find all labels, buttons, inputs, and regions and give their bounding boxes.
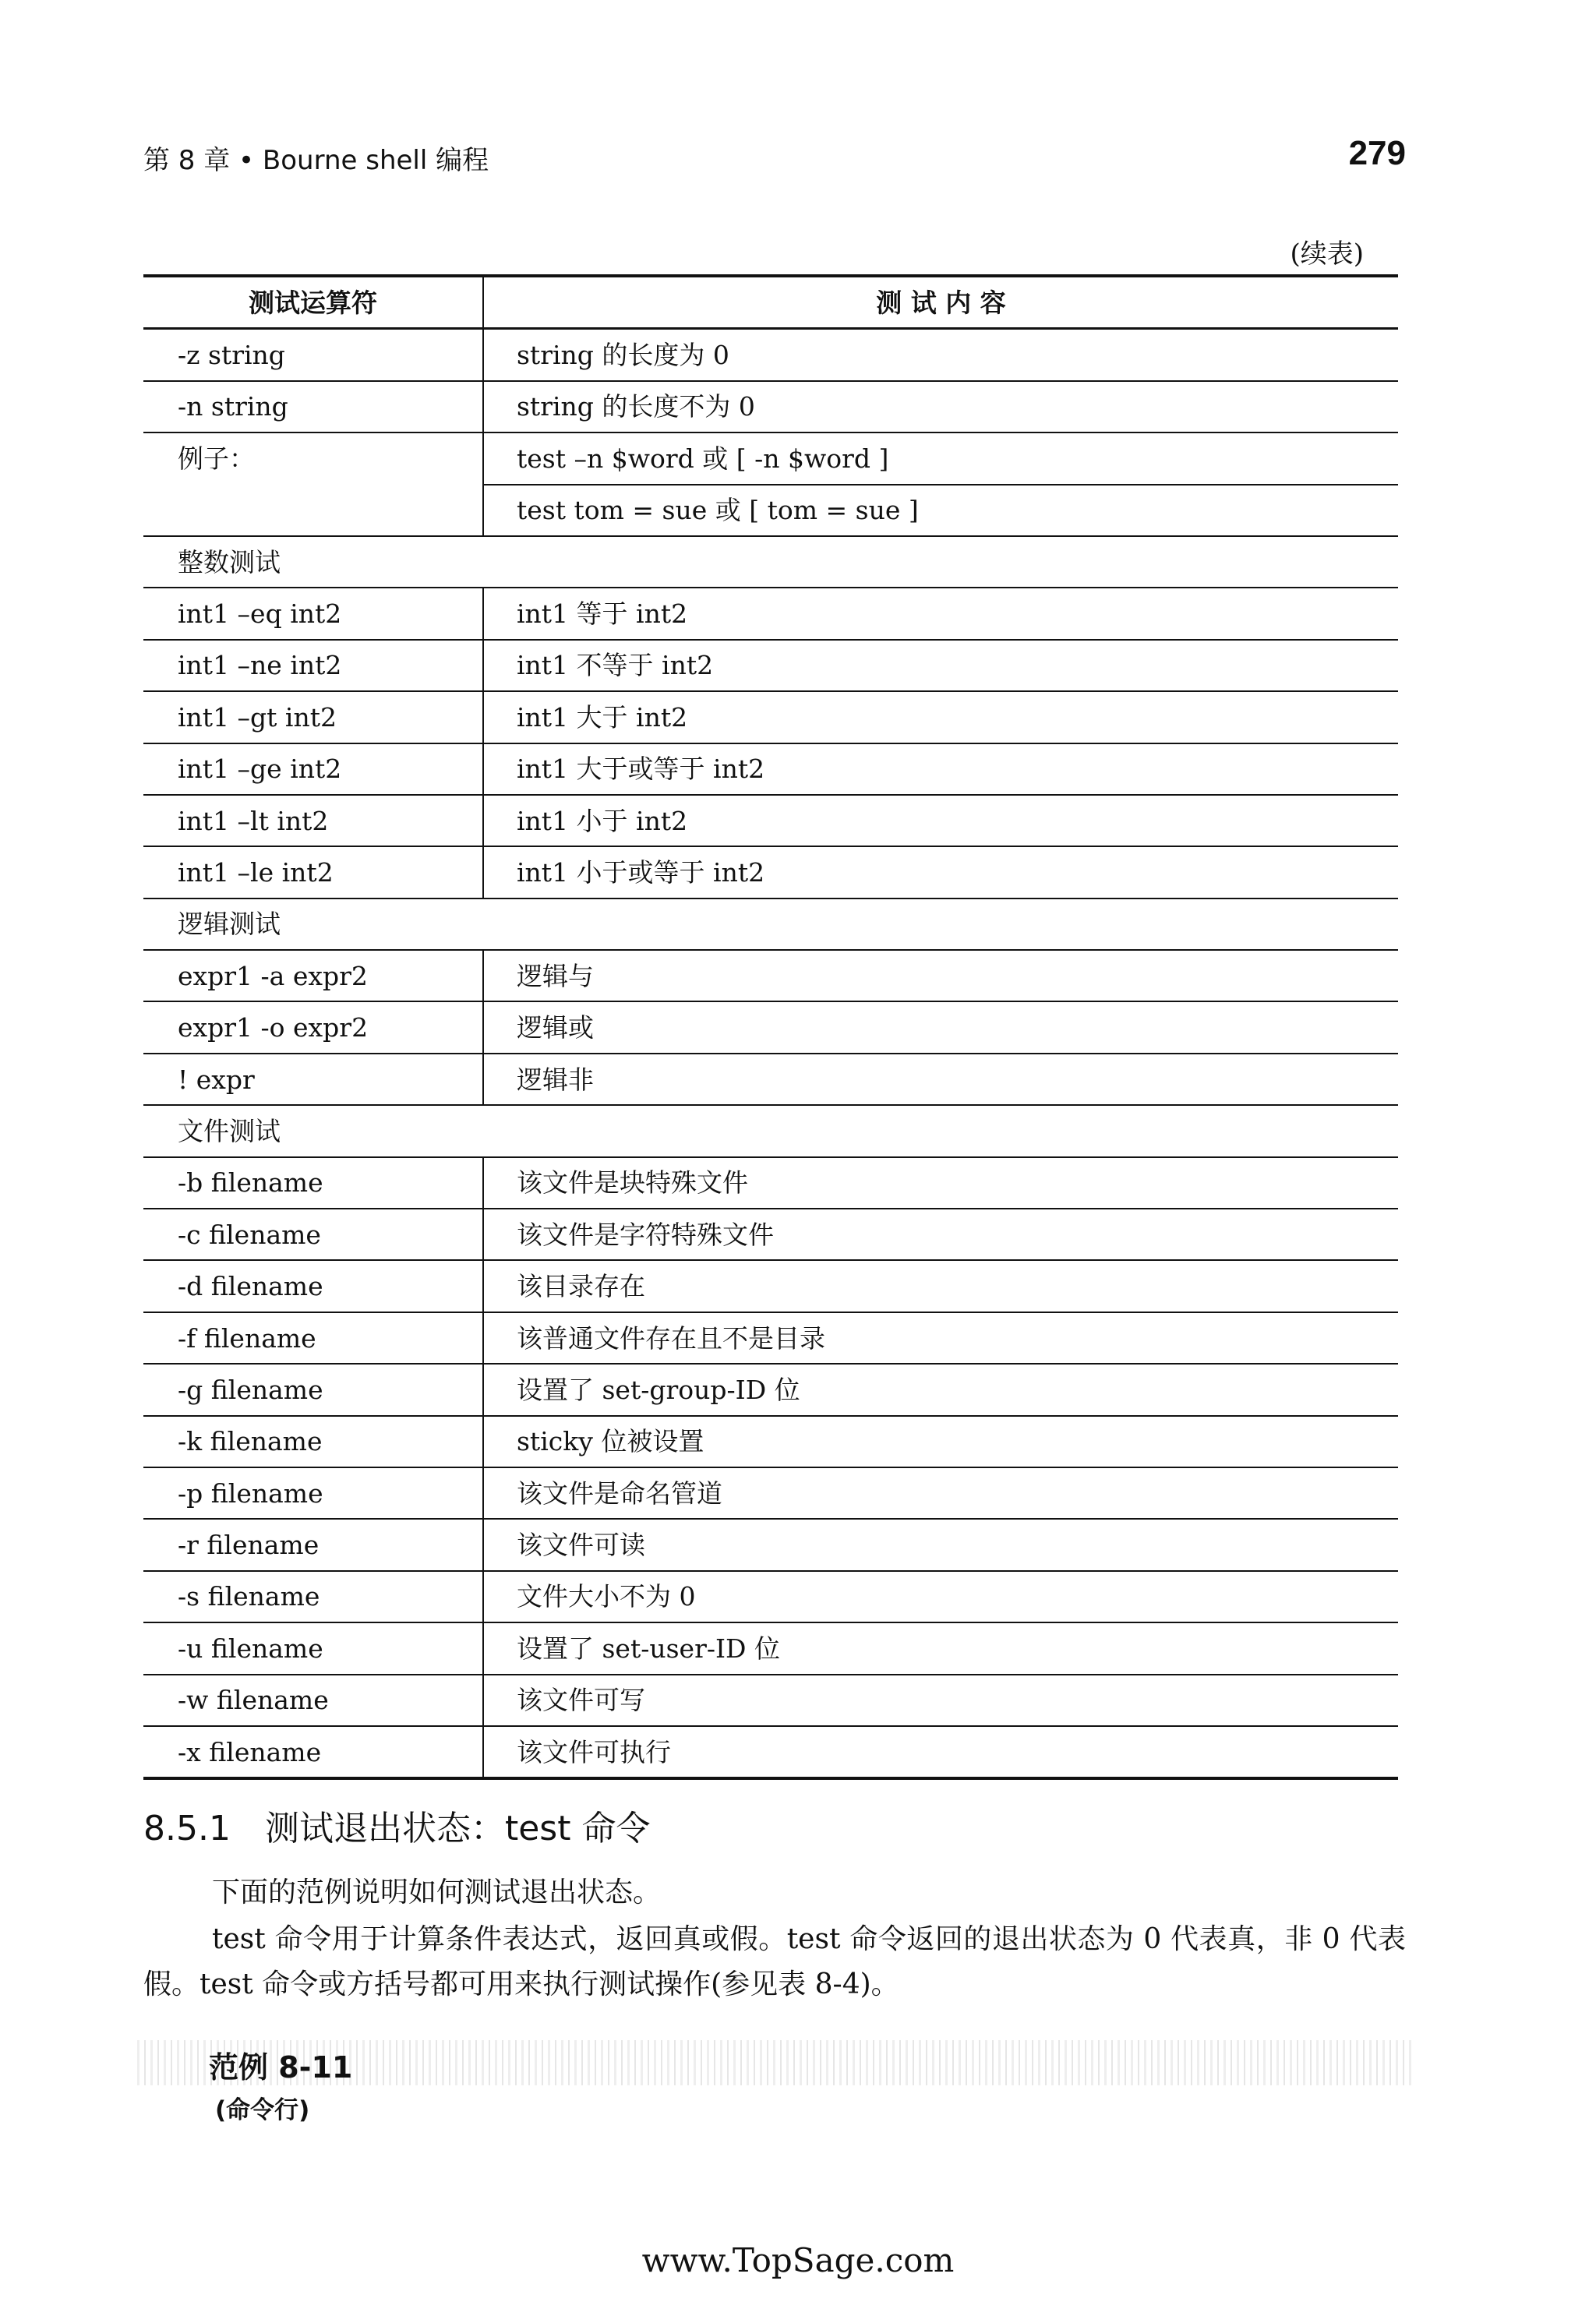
operator-cell: -s filename [143,1571,483,1622]
description-cell: int1 小于 int2 [483,795,1398,846]
description-cell: 该文件是块特殊文件 [483,1157,1398,1209]
table-row [143,640,1398,691]
table-row [143,1416,1398,1467]
operator-cell: int1 –lt int2 [143,795,483,846]
operator-cell: int1 –le int2 [143,846,483,898]
section-number: 8.5.1 [143,1809,231,1848]
operator-cell: -z string [143,329,483,381]
description-cell: int1 大于或等于 int2 [483,743,1398,795]
description-cell: 逻辑与 [483,950,1398,1001]
description-cell: 该文件可执行 [483,1726,1398,1778]
operator-cell: -u filename [143,1622,483,1674]
table-row [143,1157,1398,1209]
table-row [143,1675,1398,1726]
table-row [143,1260,1398,1312]
section-label: 整数测试 [143,536,1398,588]
description-cell: sticky 位被设置 [483,1416,1398,1467]
chapter-title: 第 8 章 • Bourne shell 编程 [143,145,489,176]
operator-cell: -w filename [143,1675,483,1726]
table-continued-label: (续表) [1290,238,1364,270]
description-cell: 文件大小不为 0 [483,1571,1398,1622]
operator-cell: -c filename [143,1209,483,1260]
section-label: 文件测试 [143,1105,1398,1156]
test-operators-table [143,274,1398,1780]
column-header-description: 测 试 内 容 [483,276,1398,329]
table-section-row [143,899,1398,950]
table-row [143,1622,1398,1674]
description-cell: 该目录存在 [483,1260,1398,1312]
description-cell: 设置了 set-group-ID 位 [483,1364,1398,1415]
table-row [143,1467,1398,1519]
table-row [143,432,1398,484]
description-cell: 设置了 set-user-ID 位 [483,1622,1398,1674]
operator-cell: int1 –ge int2 [143,743,483,795]
table-row [143,950,1398,1001]
operator-cell [143,485,483,536]
page-number: 279 [1348,134,1406,172]
section-label: 逻辑测试 [143,899,1398,950]
description-cell: int1 等于 int2 [483,588,1398,639]
table-body [143,329,1398,1778]
table-row [143,1519,1398,1570]
operator-cell: -k filename [143,1416,483,1467]
operator-cell: -f filename [143,1312,483,1364]
operator-cell: -d filename [143,1260,483,1312]
table-row [143,1364,1398,1415]
description-cell: string 的长度不为 0 [483,381,1398,432]
operator-cell: -n string [143,381,483,432]
example-title: 范例 8-11 [209,2050,353,2085]
table-row [143,1001,1398,1053]
description-cell: 该文件可读 [483,1519,1398,1570]
operator-cell: -g filename [143,1364,483,1415]
table-row [143,1209,1398,1260]
description-cell: 该普通文件存在且不是目录 [483,1312,1398,1364]
description-cell: test –n $word 或 [ -n $word ] [483,432,1398,484]
table-row [143,1726,1398,1778]
operator-cell: int1 –eq int2 [143,588,483,639]
operator-cell: -r filename [143,1519,483,1570]
description-cell: int1 小于或等于 int2 [483,846,1398,898]
table-row [143,795,1398,846]
description-cell: 该文件是字符特殊文件 [483,1209,1398,1260]
description-cell: 逻辑或 [483,1001,1398,1053]
description-cell: 该文件可写 [483,1675,1398,1726]
table-header-row [143,276,1398,329]
operator-cell: expr1 -a expr2 [143,950,483,1001]
footer-watermark-url: www.TopSage.com [641,2241,955,2279]
column-header-operator: 测试运算符 [143,276,483,329]
table-row [143,1571,1398,1622]
description-cell: string 的长度为 0 [483,329,1398,381]
table-row [143,846,1398,898]
description-cell: 该文件是命名管道 [483,1467,1398,1519]
table-section-row [143,536,1398,588]
description-cell: 逻辑非 [483,1054,1398,1105]
section-title: 测试退出状态：test 命令 [264,1809,651,1848]
operator-cell: 例子： [143,432,483,484]
description-cell: int1 不等于 int2 [483,640,1398,691]
description-cell: test tom = sue 或 [ tom = sue ] [483,485,1398,536]
operator-cell: -x filename [143,1726,483,1778]
operator-cell: int1 –ne int2 [143,640,483,691]
table-row [143,691,1398,743]
operator-cell: int1 –gt int2 [143,691,483,743]
operator-cell: ! expr [143,1054,483,1105]
operator-cell: -p filename [143,1467,483,1519]
running-head [143,134,1406,181]
table-section-row [143,1105,1398,1156]
table-row [143,1312,1398,1364]
example-subtitle: (命令行) [215,2096,310,2124]
table-row [143,588,1398,639]
table-row [143,381,1398,432]
table-row [143,1054,1398,1105]
operator-cell: expr1 -o expr2 [143,1001,483,1053]
table-row [143,485,1398,536]
table-row [143,743,1398,795]
paragraph: 下面的范例说明如何测试退出状态。 [212,1876,662,1908]
operator-cell: -b filename [143,1157,483,1209]
description-cell: int1 大于 int2 [483,691,1398,743]
section-heading [143,1800,650,1850]
table-row [143,329,1398,381]
paragraph: test 命令用于计算条件表达式，返回真或假。test 命令返回的退出状态为 0 代表真，非 0 代表假。test 命令或方括号都可用来执行测试操作(参见表 8-4)。 [143,1923,1406,2000]
